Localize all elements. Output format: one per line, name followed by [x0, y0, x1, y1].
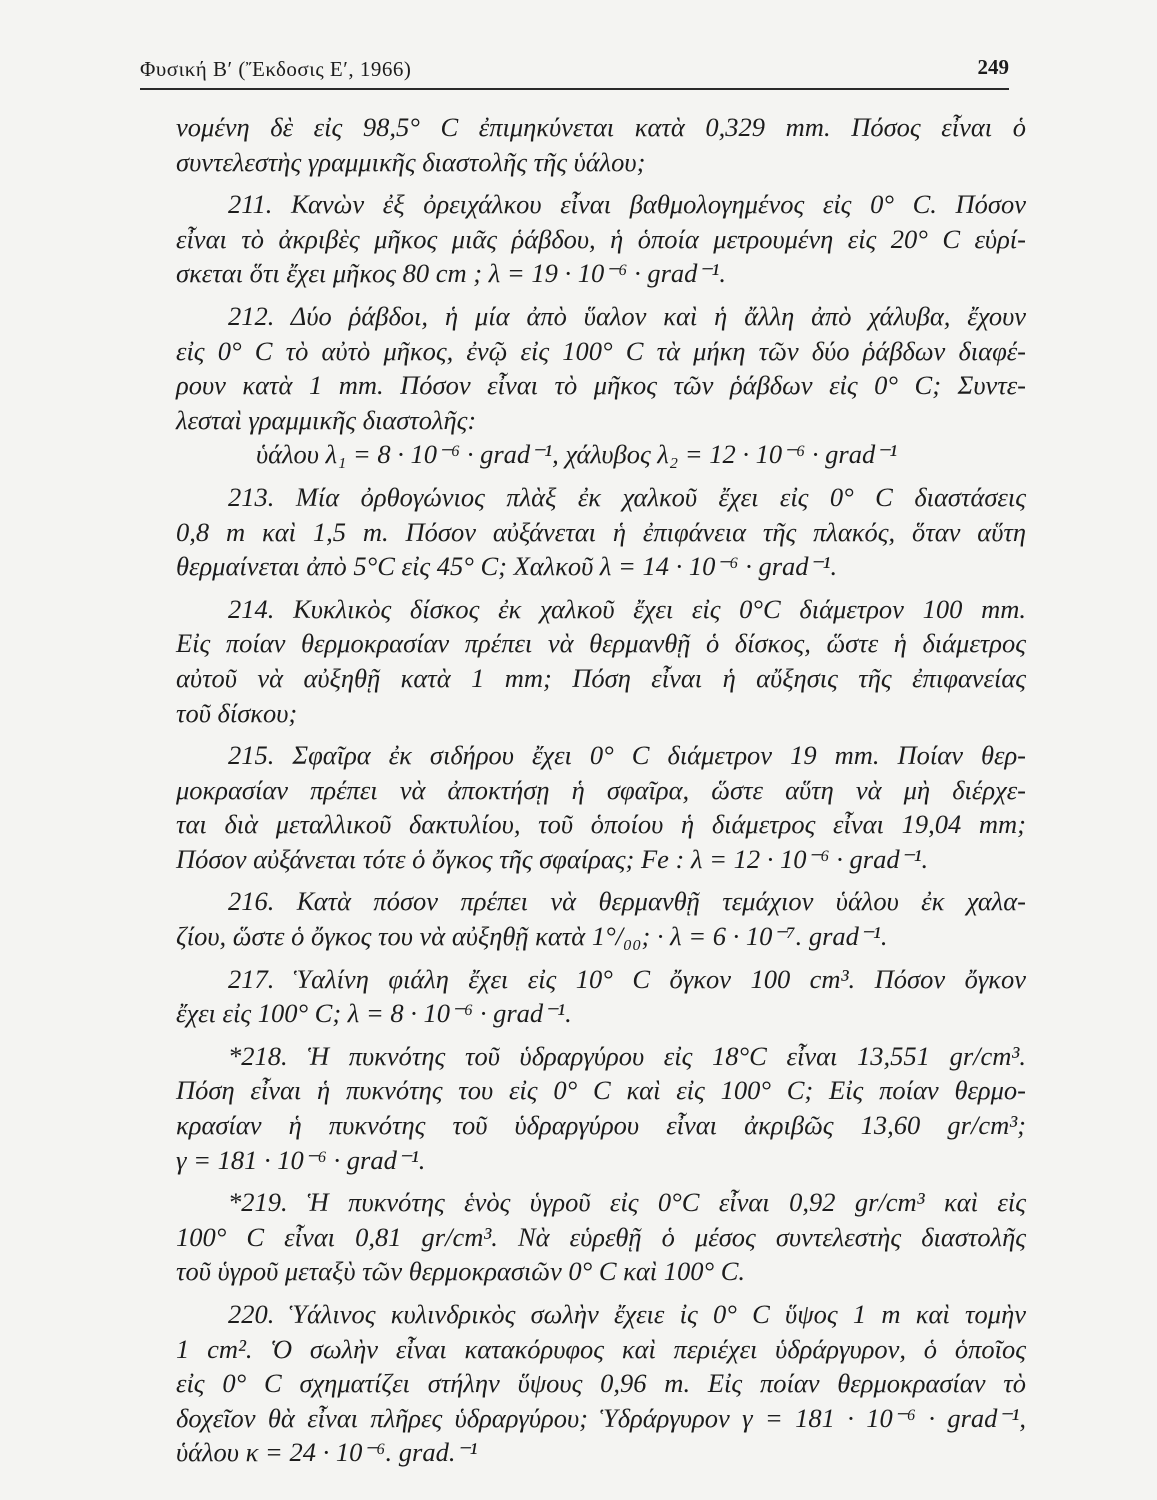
text-line: τοῦ ὑγροῦ μεταξὺ τῶν θερμοκρασιῶν 0° C καὶ 100° C. [176, 1256, 746, 1287]
problem-216-line: 216. Κατὰ πόσον πρέπει νὰ θερμανθῇ τεμάχιον ὑάλου ἐκ χαλα- [228, 886, 1026, 917]
problem-219-line: *219. Ἡ πυκνότης ἑνὸς ὑγροῦ εἰς 0°C εἶναι 0,92 gr/cm³ καὶ εἰς [228, 1187, 1026, 1218]
text-line: θερμαίνεται ἀπὸ 5°C εἰς 45° C; Χαλκοῦ λ = 14 · 10⁻⁶ · grad⁻¹. [176, 551, 838, 582]
text-line: ζίου, ὥστε ὁ ὄγκος του νὰ αὐξηθῇ κατὰ 1°/₀₀; · λ = 6 · 10⁻⁷. grad⁻¹. [176, 921, 888, 952]
text-line: Πόση εἶναι ἡ πυκνότης του εἰς 0° C καὶ εἰς 100° C; Εἰς ποίαν θερμο- [176, 1075, 1026, 1106]
text-line: 1 cm². Ὁ σωλὴν εἶναι κατακόρυφος καὶ περιέχει ὑδράργυρον, ὁ ὁποῖος [176, 1333, 1026, 1364]
problem-218-line: *218. Ἡ πυκνότης τοῦ ὑδραργύρου εἰς 18°C εἶναι 13,551 gr/cm³. [228, 1040, 1026, 1071]
text-line: εἰς 0° C σχηματίζει στήλην ὕψους 0,96 m. Εἰς ποίαν θερμοκρασίαν τὸ [176, 1368, 1026, 1399]
text-line: τοῦ δίσκου; [176, 697, 298, 728]
text-line: κρασίαν ἡ πυκνότης τοῦ ὑδραργύρου εἶναι ἀκριβῶς 13,60 gr/cm³; [176, 1110, 1026, 1141]
text-line: συντελεστὴς γραμμικῆς διαστολῆς τῆς ὑάλου; [176, 146, 646, 177]
text-line: λεσταὶ γραμμικῆς διαστολῆς: [176, 404, 477, 435]
header-title: Φυσική Β′ (Ἔκδοσις Ε′, 1966) [140, 57, 412, 81]
text-line: Εἰς ποίαν θερμοκρασίαν πρέπει νὰ θερμανθῇ ὁ δίσκος, ὥστε ἡ διάμετρος [176, 628, 1026, 659]
text-line: ται διὰ μεταλλικοῦ δακτυλίου, τοῦ ὁποίου ἡ διάμετρος εἶναι 19,04 mm; [176, 809, 1026, 840]
text-line: 100° C εἶναι 0,81 gr/cm³. Νὰ εὑρεθῇ ὁ μέσος συντελεστὴς διαστολῆς [176, 1221, 1026, 1252]
text-line: σκεται ὅτι ἔχει μῆκος 80 cm ; λ = 19 · 10⁻⁶ · grad⁻¹. [176, 258, 726, 289]
text-line: αὐτοῦ νὰ αὐξηθῇ κατὰ 1 mm; Πόση εἶναι ἡ αὔξησις τῆς ἐπιφανείας [176, 662, 1026, 693]
problems-text [176, 110, 1026, 1470]
text-line: γ = 181 · 10⁻⁶ · grad⁻¹. [176, 1144, 426, 1175]
text-line: 0,8 m καὶ 1,5 m. Πόσον αὐξάνεται ἡ ἐπιφάνεια τῆς πλακός, ὅταν αὕτη [176, 516, 1026, 547]
text-line: Πόσον αὐξάνεται τότε ὁ ὄγκος τῆς σφαίρας; Fe : λ = 12 · 10⁻⁶ · grad⁻¹. [176, 843, 929, 874]
problem-214-line: 214. Κυκλικὸς δίσκος ἐκ χαλκοῦ ἔχει εἰς 0°C διάμετρον 100 mm. [228, 593, 1026, 624]
text-line: δοχεῖον θὰ εἶναι πλῆρες ὑδραργύρου; Ὑδράργυρον γ = 181 · 10⁻⁶ · grad⁻¹, [176, 1402, 1026, 1433]
text-line: νομένη δὲ εἰς 98,5° C ἐπιμηκύνεται κατὰ 0,329 mm. Πόσος εἶναι ὁ [176, 112, 1026, 142]
problem-211-line: 211. Κανὼν ἐξ ὀρειχάλκου εἶναι βαθμολογημένος εἰς 0° C. Πόσον [228, 189, 1026, 220]
text-line: μοκρασίαν πρέπει νὰ ἀποκτήσῃ ἡ σφαῖρα, ὥστε αὕτη νὰ μὴ διέρχε- [176, 774, 1026, 805]
problem-213-line: 213. Μία ὀρθογώνιος πλὰξ ἐκ χαλκοῦ ἔχει εἰς 0° C διαστάσεις [228, 481, 1026, 512]
problem-212-line: 212. Δύο ῥάβδοι, ἡ μία ἀπὸ ὕαλον καὶ ἡ ἄλλη ἀπὸ χάλυβα, ἔχουν [228, 300, 1026, 331]
problem-220-line: 220. Ὑάλινος κυλινδρικὸς σωλὴν ἔχειε ἰς 0° C ὕψος 1 m καὶ τομὴν [228, 1299, 1026, 1329]
text-line: ρουν κατὰ 1 mm. Πόσον εἶναι τὸ μῆκος τῶν ῥάβδων εἰς 0° C; Συντε- [176, 370, 1026, 401]
formula-line: ὑάλου λ₁ = 8 · 10⁻⁶ · grad⁻¹, χάλυβος λ₂ = 12 · 10⁻⁶ · grad⁻¹ [256, 439, 898, 470]
text-line: εἰς 0° C τὸ αὐτὸ μῆκος, ἐνῷ εἰς 100° C τὰ μήκη τῶν δύο ῥάβδων διαφέ- [176, 335, 1026, 366]
text-line: ἔχει εἰς 100° C; λ = 8 · 10⁻⁶ · grad⁻¹. [176, 998, 572, 1029]
running-header [140, 46, 1009, 90]
page-number: 249 [977, 55, 1009, 79]
text-line: εἶναι τὸ ἀκριβὲς μῆκος μιᾶς ῥάβδου, ἡ ὁποία μετρουμένη εἰς 20° C εὑρί- [176, 223, 1026, 254]
problem-215-line: 215. Σφαῖρα ἐκ σιδήρου ἔχει 0° C διάμετρον 19 mm. Ποίαν θερ- [228, 740, 1026, 771]
problem-217-line: 217. Ὑαλίνη φιάλη ἔχει εἰς 10° C ὄγκον 100 cm³. Πόσον ὄγκον [228, 963, 1026, 994]
text-line: ὑάλου κ = 24 · 10⁻⁶. grad.⁻¹ [176, 1437, 478, 1468]
